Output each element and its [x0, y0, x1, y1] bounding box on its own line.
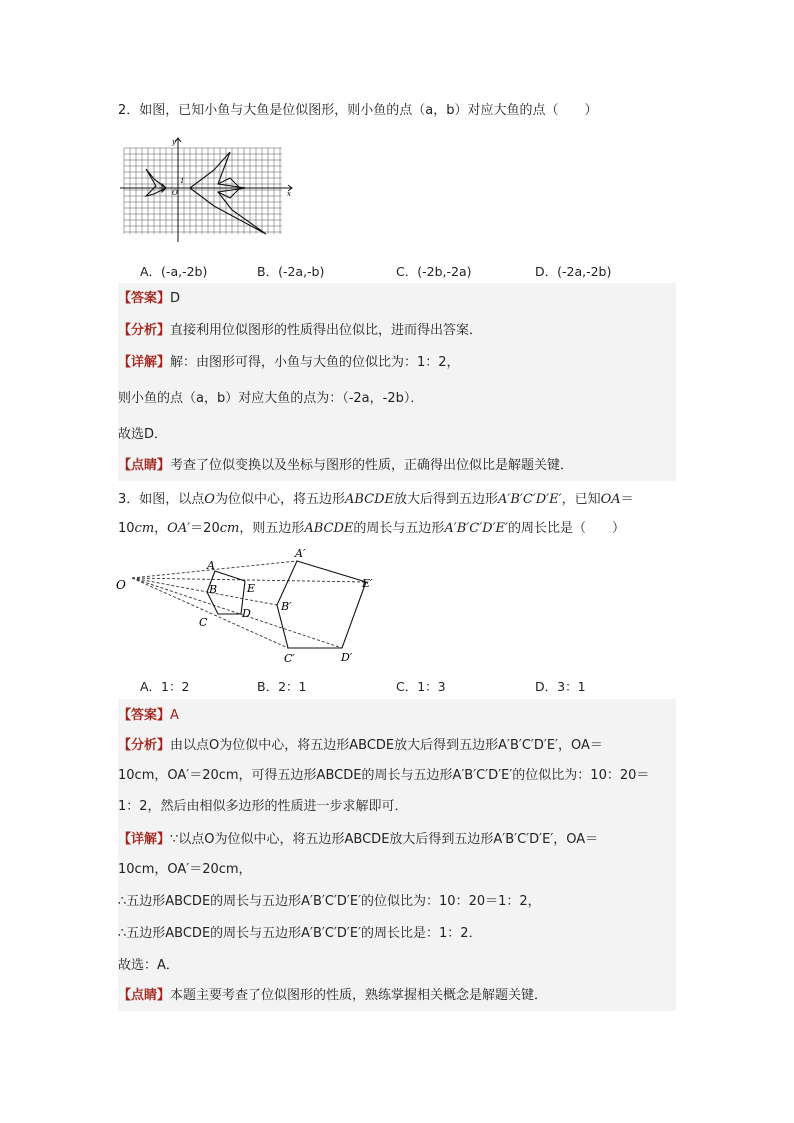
q3-stem-1c: ABCDE — [344, 492, 395, 507]
q3-choice-d[interactable]: D．3：1 — [535, 679, 586, 694]
q2-origin-label: O — [172, 189, 178, 197]
q3-detail — [118, 830, 598, 850]
q2-fish-figure — [118, 136, 298, 246]
q2-comment — [118, 456, 573, 476]
q3-detail-line-1: ∵以点O为位似中心，将五边形ABCDE放大后得到五边形A′B′C′D′E′，OA＝ — [170, 832, 599, 847]
q3-analysis — [118, 736, 603, 756]
q3-label-A-prime: A′ — [295, 547, 306, 560]
q3-detail-tag: 【详解】 — [118, 832, 171, 847]
q2-answer-value: D — [170, 291, 181, 306]
q2-unit-label: 1 — [180, 177, 185, 185]
q2-choice-c[interactable]: C．(-2b,-2a) — [396, 264, 472, 279]
q3-label-E-prime: E′ — [362, 577, 373, 590]
q3-label-D-prime: D′ — [341, 651, 353, 664]
q3-detail-line-3: ∴五边形ABCDE的周长与五边形A′B′C′D′E′的位似比为：10：20＝1：2， — [118, 894, 541, 909]
q2-y-label: y — [172, 138, 176, 146]
q3-detail-line-2: 10cm，OA′＝20cm， — [118, 862, 252, 877]
q3-stem-1a: 3．如图，以点 — [118, 492, 205, 507]
q3-stem-2a: 10 — [118, 521, 135, 536]
q2-detail-line-1: 解：由图形可得，小鱼与大鱼的位似比为：1：2， — [170, 355, 460, 370]
q3-choice-b[interactable]: B．2：1 — [257, 679, 307, 694]
q3-detail-line-5: 故选：A． — [118, 958, 179, 973]
q2-analysis-tag: 【分析】 — [118, 323, 171, 338]
q3-stem-1h: ＝ — [620, 492, 634, 507]
q3-label-C-prime: C′ — [284, 652, 295, 665]
q3-stem-2f: cm — [219, 521, 240, 536]
q2-analysis-text: 直接利用位似图形的性质得出位似比，进而得出答案． — [170, 323, 483, 338]
q3-comment — [118, 986, 547, 1006]
q2-detail-tag: 【详解】 — [118, 355, 171, 370]
q2-answer-tag: 【答案】 — [118, 291, 171, 306]
q2-x-label: x — [287, 190, 291, 198]
q3-label-B-prime: B′ — [281, 600, 292, 613]
q3-label-E: E — [247, 582, 256, 595]
q3-stem-2g: ，则五边形 — [239, 521, 305, 536]
q3-analysis-line-3: 1：2，然后由相似多边形的性质进一步求解即可． — [118, 799, 408, 814]
q3-answer — [118, 706, 179, 726]
q3-stem-1b: 为位似中心，将五边形 — [214, 492, 345, 507]
q2-solution-panel — [118, 283, 676, 481]
q2-detail — [118, 353, 460, 373]
q3-stem-2c: ， — [154, 521, 168, 536]
q2-stem: 2．如图，已知小鱼与大鱼是位似图形，则小鱼的点（a，b）对应大鱼的点（ ） — [118, 103, 598, 118]
q2-detail-line-2: 则小鱼的点（a，b）对应大鱼的点为：（-2a，-2b）． — [118, 391, 424, 406]
q3-stem-1o: O — [204, 492, 215, 507]
q3-choice-c[interactable]: C．1：3 — [396, 679, 446, 694]
q2-grid — [124, 148, 282, 234]
q3-stem-2b: cm — [134, 521, 155, 536]
q3-label-B: B — [209, 583, 218, 596]
q3-stem-2d: OA′ — [167, 521, 191, 536]
q3-label-C: C — [199, 616, 208, 629]
q2-detail-line-3: 故选D． — [118, 427, 168, 442]
q3-stem-1e: A′B′C′D′E′ — [498, 492, 562, 507]
q3-answer-tag: 【答案】 — [118, 708, 171, 723]
q3-stem-1f: ，已知 — [561, 492, 601, 507]
q2-answer — [118, 289, 180, 309]
q2-big-fish — [190, 152, 266, 234]
q2-choice-a[interactable]: A．(-a,-2b) — [140, 264, 208, 279]
q2-comment-tag: 【点睛】 — [118, 458, 171, 473]
q3-label-O: O — [116, 578, 126, 592]
q2-choice-b[interactable]: B．(-2a,-b) — [257, 264, 325, 279]
q3-stem-line-1 — [118, 490, 634, 510]
q3-stem-2h: ABCDE — [304, 521, 354, 536]
q3-label-A: A — [207, 559, 215, 572]
q2-comment-text: 考查了位似变换以及坐标与图形的性质，正确得出位似比是解题关键． — [170, 458, 574, 473]
q2-small-fish — [146, 169, 166, 196]
q3-analysis-line-1: 由以点O为位似中心，将五边形ABCDE放大后得到五边形A′B′C′D′E′，OA＝ — [170, 738, 603, 753]
q3-stem-2i: 的周长与五边形 — [353, 521, 445, 536]
q3-choice-a[interactable]: A．1：2 — [140, 679, 190, 694]
q3-stem-line-2 — [118, 519, 625, 539]
q2-analysis — [118, 321, 482, 341]
q3-analysis-line-2: 10cm，OA′＝20cm，可得五边形ABCDE的周长与五边形A′B′C′D′E′的位似比为：10：20＝ — [118, 768, 650, 783]
q3-pentagon-figure — [114, 544, 384, 672]
q3-stem-1d: 放大后得到五边形 — [394, 492, 499, 507]
q3-answer-value: A — [170, 708, 179, 723]
q3-stem-2e: ＝20 — [190, 521, 220, 536]
q3-comment-tag: 【点睛】 — [118, 988, 171, 1003]
q3-analysis-tag: 【分析】 — [118, 738, 171, 753]
q3-detail-line-4: ∴五边形ABCDE的周长与五边形A′B′C′D′E′的周长比是：1：2． — [118, 926, 482, 941]
q3-stem-1g: OA — [600, 492, 621, 507]
q3-stem-2j: A′B′C′D′E′ — [444, 521, 508, 536]
q3-stem-2k: 的周长比是（ ） — [507, 521, 625, 536]
q3-comment-text: 本题主要考查了位似图形的性质，熟练掌握相关概念是解题关键． — [170, 988, 548, 1003]
q2-choice-d[interactable]: D．(-2a,-2b) — [535, 264, 612, 279]
q3-label-D: D — [242, 607, 251, 620]
